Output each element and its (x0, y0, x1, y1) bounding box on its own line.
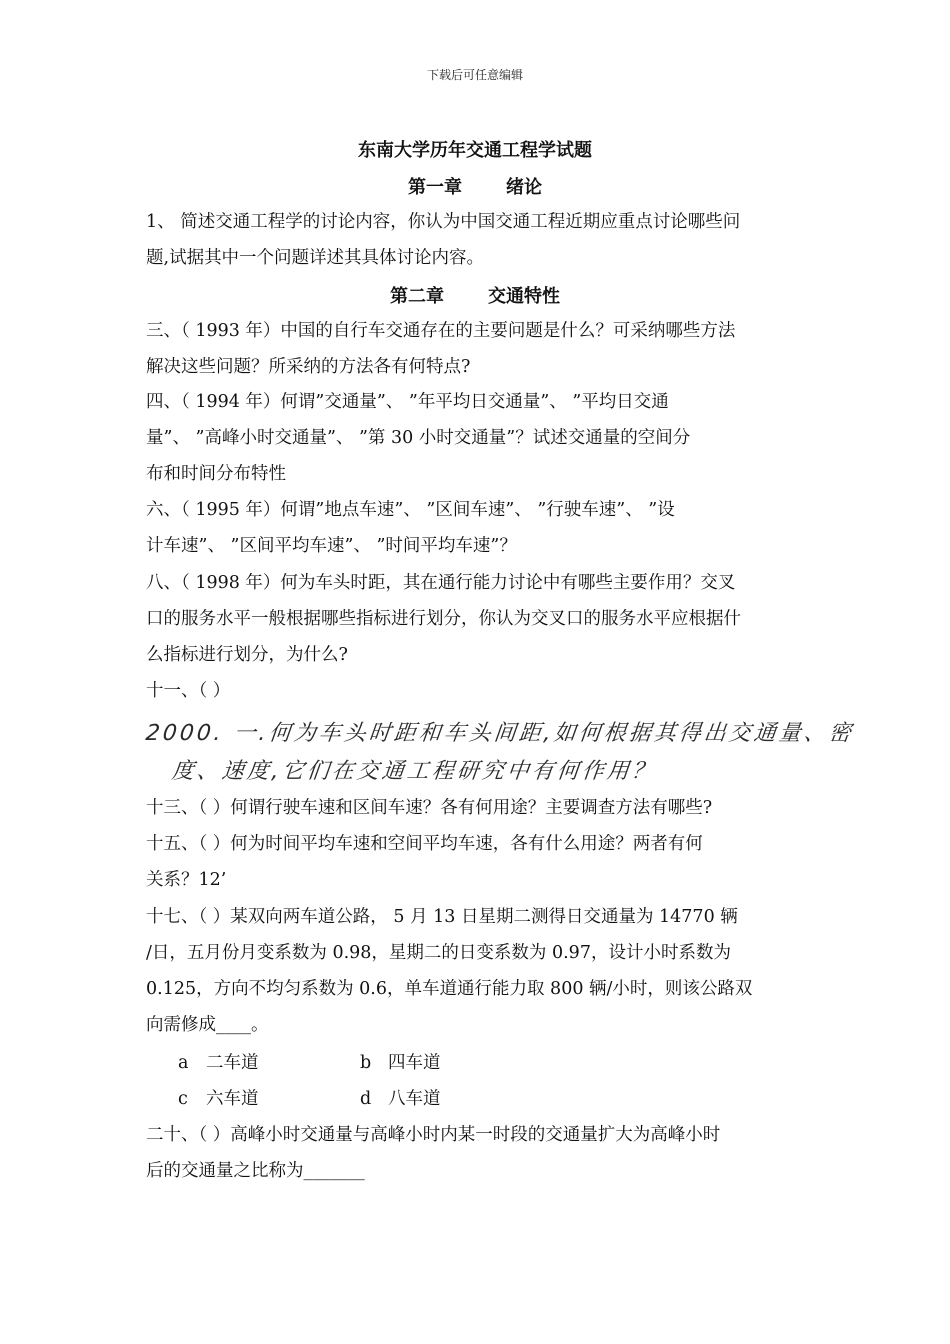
option-text: 二车道 (206, 1053, 259, 1073)
question-13 (146, 790, 806, 826)
question-line: 四、（ 1994 年）何谓”交通量”、 ”年平均日交通量”、 ”平均日交通 (146, 392, 669, 412)
chapter-number: 第一章 (408, 177, 462, 198)
question-line: 十一、（ ） (146, 681, 231, 701)
handwritten-line: 2000. 一.何为车头时距和车头间距,如何根据其得出交通量、密 (144, 721, 856, 746)
question-6 (146, 492, 806, 564)
question-line: 口的服务水平一般根据哪些指标进行划分，你认为交叉口的服务水平应根据什 (146, 609, 741, 629)
question-line: 后的交通量之比称为_______ (146, 1161, 365, 1181)
question-11 (146, 673, 806, 709)
option-letter: d (360, 1089, 372, 1109)
chapter-name: 交通特性 (488, 286, 560, 307)
question-15 (146, 826, 806, 898)
chapter-heading-2 (0, 282, 950, 308)
question-line: 八、（ 1998 年）何为车头时距，其在通行能力讨论中有哪些主要作用？交叉 (146, 573, 736, 593)
chapter-number: 第二章 (390, 286, 444, 307)
question-line: /日，五月份月变系数为 0.98，星期二的日变系数为 0.97，设计小时系数为 (146, 943, 731, 963)
question-line: 十三、（ ）何谓行驶车速和区间车速？各有何用途？主要调查方法有哪些? (146, 798, 713, 818)
question-line: 1、 简述交通工程学的讨论内容，你认为中国交通工程近期应重点讨论哪些问 (146, 212, 741, 232)
question-3 (146, 313, 806, 385)
handwritten-line: 度、速度,它们在交通工程研究中有何作用？ (170, 759, 659, 784)
question-line: 向需修成____。 (146, 1015, 269, 1035)
option-letter: c (178, 1089, 188, 1109)
handwritten-note (144, 712, 856, 788)
option-text: 八车道 (388, 1089, 441, 1109)
question-line: 布和时间分布特性 (146, 464, 286, 484)
option-text: 六车道 (206, 1089, 259, 1109)
question-line: 解决这些问题？所采纳的方法各有何特点? (146, 357, 471, 377)
question-line: 十五、（ ）何为时间平均车速和空间平均车速，各有什么用途？两者有何 (146, 834, 703, 854)
option-text: 四车道 (388, 1053, 441, 1073)
question-line: 六、（ 1995 年）何谓”地点车速”、 ”区间车速”、 ”行驶车速”、 ”设 (146, 500, 675, 520)
option-a (178, 1045, 259, 1081)
option-d (360, 1081, 441, 1117)
question-4 (146, 384, 806, 492)
question-line: 么指标进行划分，为什么? (146, 645, 348, 665)
question-line: 二十、（ ）高峰小时交通量与高峰小时内某一时段的交通量扩大为高峰小时 (146, 1125, 721, 1145)
question-17 (146, 899, 806, 1043)
option-letter: a (178, 1053, 189, 1073)
question-line: 0.125，方向不均匀系数为 0.6，单车道通行能力取 800 辆/小时，则该公路双 (146, 979, 753, 999)
question-line: 三、（ 1993 年）中国的自行车交通存在的主要问题是什么？可采纳哪些方法 (146, 321, 736, 341)
question-20 (146, 1117, 806, 1189)
header-note: 下载后可任意编辑 (426, 68, 523, 82)
question-line: 十七、（ ）某双向两车道公路， 5 月 13 日星期二测得日交通量为 14770 辆 (146, 907, 738, 927)
question-line: 计车速”、 ”区间平均车速”、 ”时间平均车速”？ (146, 536, 517, 556)
option-letter: b (360, 1053, 372, 1073)
option-c (178, 1081, 259, 1117)
chapter-heading-1 (0, 173, 950, 199)
question-1 (146, 204, 806, 276)
document-title: 东南大学历年交通工程学试题 (358, 140, 592, 161)
question-line: 题,试据其中一个问题详述其具体讨论内容。 (146, 248, 485, 268)
question-line: 量”、 ”高峰小时交通量”、 ”第 30 小时交通量”？试述交通量的空间分 (146, 428, 691, 448)
question-8 (146, 565, 806, 673)
chapter-name: 绪论 (506, 177, 542, 198)
option-b (360, 1045, 441, 1081)
question-line: 关系？12’ (146, 870, 227, 890)
